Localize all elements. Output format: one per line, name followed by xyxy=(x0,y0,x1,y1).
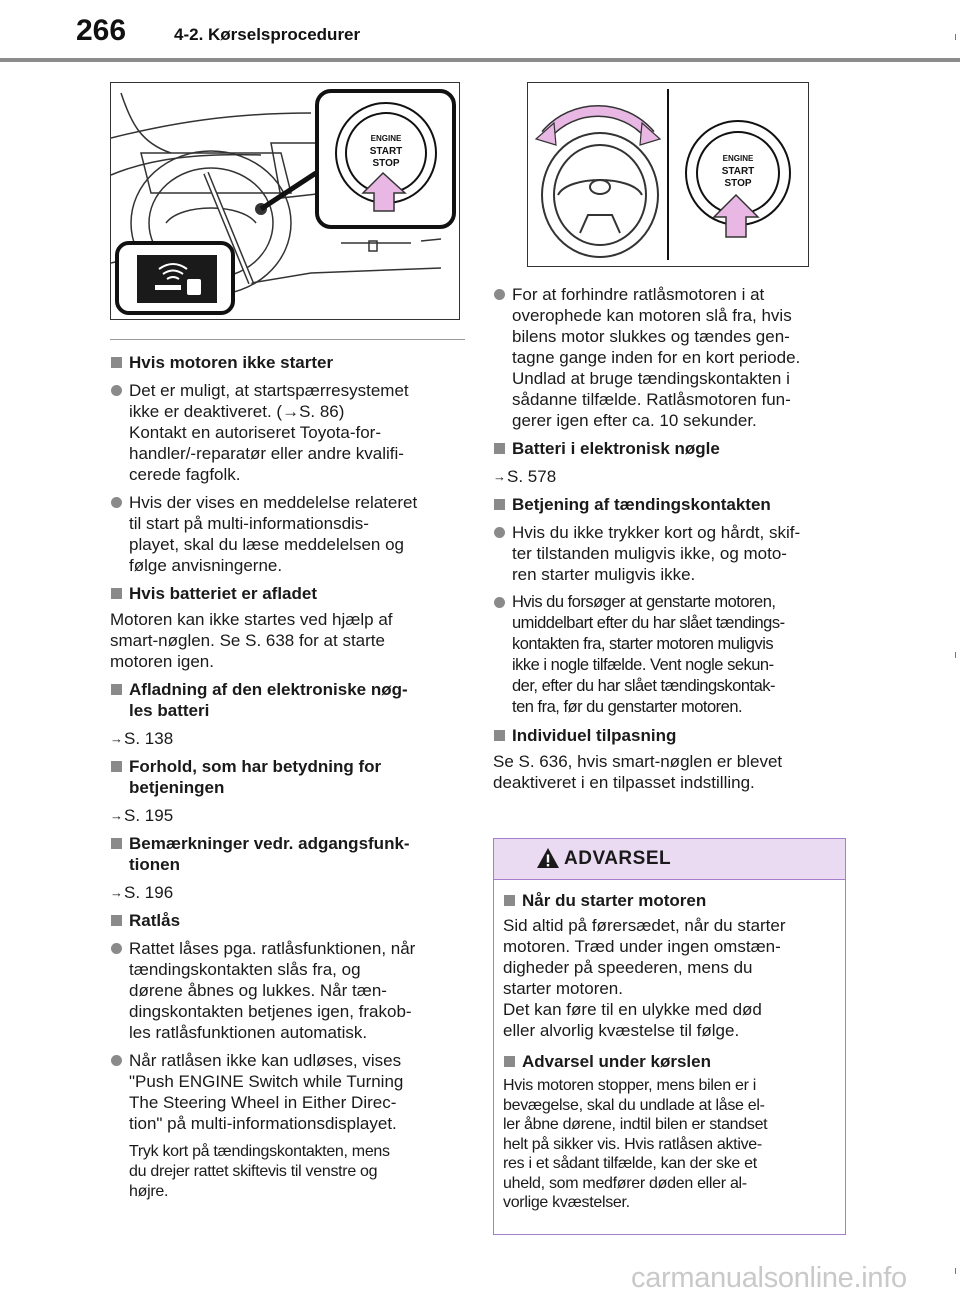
warning-paragraph-driving xyxy=(503,1076,835,1213)
text-line: Undlad at bruge tændingskontakten i xyxy=(512,369,790,388)
text-line: deaktiveret i en tilpasset indstilling. xyxy=(493,773,755,792)
text-line: Det kan føre til en ulykke med død xyxy=(503,1000,762,1019)
arrow-ref-icon: → xyxy=(110,731,123,746)
text-line: Sid altid på førersædet, når du starter xyxy=(503,916,786,935)
crop-mark xyxy=(955,652,956,658)
engine-button-label-line1: ENGINE xyxy=(370,134,402,143)
text-line: tændingskontakten slås fra, og xyxy=(129,960,361,979)
text-line: cerede fagfolk. xyxy=(129,465,241,484)
text-line: Rattet låses pga. ratlåsfunktionen, når xyxy=(129,939,416,958)
left-column xyxy=(110,345,472,1202)
text-line: Hvis du forsøger at genstarte motoren, xyxy=(512,593,776,611)
text-line: følge anvisningerne. xyxy=(129,556,283,575)
text-line: Det er muligt, at startspærresystemet xyxy=(129,381,409,400)
text-line: Afladning af den elektroniske nøg- xyxy=(129,680,408,699)
text-line: motoren igen. xyxy=(110,652,214,671)
heading-key-battery: Batteri i elektronisk nøgle xyxy=(493,438,853,459)
engine-button-label-line2: START xyxy=(369,146,403,157)
bullet-restart xyxy=(493,592,853,718)
text-line: digheder på speederen, mens du xyxy=(503,958,753,977)
warning-box xyxy=(493,838,846,1235)
page-ref: S. 138 xyxy=(124,729,174,748)
page-ref: S. 578 xyxy=(507,467,557,486)
dashboard-illustration xyxy=(110,82,460,320)
warning-body xyxy=(494,880,845,1213)
text-line: Se S. 636, hvis smart-nøglen er blevet xyxy=(493,752,783,771)
page-ref: S. 86) xyxy=(299,402,345,421)
text-line: højre. xyxy=(129,1183,169,1200)
text-line: overophede kan motoren slå fra, hvis xyxy=(512,306,792,325)
text-line: gerer igen efter ca. 10 sekunder. xyxy=(512,411,757,430)
header-divider xyxy=(0,58,960,62)
page-ref: S. 196 xyxy=(124,883,174,902)
engine-button-label-line2: START xyxy=(721,166,755,177)
page-header xyxy=(0,0,960,62)
text-line: tion" på multi-informationsdisplayet. xyxy=(129,1114,397,1133)
text-line: handler/-reparatør eller andre kvalifi- xyxy=(129,444,404,463)
text-line: eller alvorlig kvæstelse til følge. xyxy=(503,1021,740,1040)
warning-heading-starting: Når du starter motoren xyxy=(503,890,835,911)
heading-battery-discharged: Hvis batteriet er afladet xyxy=(110,583,472,604)
bullet-immobilizer xyxy=(110,380,472,485)
warning-triangle-icon xyxy=(536,846,560,870)
arrow-ref-icon: → xyxy=(282,402,300,421)
figure-divider xyxy=(110,339,465,340)
text-line: dingskontakten betjenes igen, frakob- xyxy=(129,1002,412,1021)
text-line: The Steering Wheel in Either Direc- xyxy=(129,1093,397,1112)
text-line: bilens motor slukkes og tændes gen- xyxy=(512,327,790,346)
warning-title: ADVARSEL xyxy=(564,848,672,869)
bullet-message-shown xyxy=(110,492,472,576)
page-ref: S. 195 xyxy=(124,806,174,825)
text-line: til start på multi-informationsdis- xyxy=(129,514,369,533)
page-ref-link[interactable] xyxy=(493,466,853,487)
heading-steering-lock: Ratlås xyxy=(110,910,472,931)
text-line: du drejer rattet skiftevis til venstre og xyxy=(129,1163,378,1180)
arrow-ref-icon: → xyxy=(110,885,123,900)
text-line: Tryk kort på tændingskontakten, mens xyxy=(129,1143,390,1160)
text-line: ten fra, før du genstarter motoren. xyxy=(512,698,743,716)
page-ref-link[interactable] xyxy=(110,882,472,903)
text-line: Forhold, som har betydning for xyxy=(129,757,382,776)
text-line: playet, skal du læse meddelelsen og xyxy=(129,535,404,554)
steering-wheel-illustration xyxy=(527,82,809,267)
text-line: betjeningen xyxy=(129,778,225,797)
text-line: dørene åbnes og lukkes. Når tæn- xyxy=(129,981,387,1000)
text-line: "Push ENGINE Switch while Turning xyxy=(129,1072,404,1091)
crop-mark xyxy=(955,1268,956,1274)
heading-key-battery-depletion xyxy=(110,679,472,721)
text-line: umiddelbart efter du har slået tændings- xyxy=(512,614,785,632)
text-line: Bemærkninger vedr. adgangsfunk- xyxy=(129,834,410,853)
bullet-lock-not-released xyxy=(110,1050,472,1202)
text-line: ler åbne dørene, indtil bilen er standset xyxy=(503,1116,768,1133)
heading-access-notes xyxy=(110,833,472,875)
page-ref-link[interactable] xyxy=(110,728,472,749)
text-line: tionen xyxy=(129,855,180,874)
paragraph-battery-discharged xyxy=(110,609,472,672)
text-line: les ratlåsfunktionen automatisk. xyxy=(129,1023,368,1042)
heading-customization: Individuel tilpasning xyxy=(493,725,853,746)
text-line: vorlige kvæstelser. xyxy=(503,1194,630,1211)
right-column xyxy=(493,277,853,793)
page-number: 266 xyxy=(76,14,127,47)
text-line: kontakten fra, starter motoren muligvis xyxy=(512,635,774,653)
text-line: helt på sikker vis. Hvis ratlåsen aktive- xyxy=(503,1135,762,1153)
bullet-lock-motor-overheat xyxy=(493,284,853,431)
text-line: Motoren kan ikke startes ved hjælp af xyxy=(110,610,393,629)
text-line: sådanne tilfælde. Ratlåsmotoren fun- xyxy=(512,390,791,409)
key-icon xyxy=(155,285,181,290)
text-line: starter motoren. xyxy=(503,979,623,998)
heading-switch-operation: Betjening af tændingskontakten xyxy=(493,494,853,515)
engine-button-label-line3: STOP xyxy=(372,158,400,169)
text-line: res i et sådant tilfælde, kan der ske et xyxy=(503,1155,757,1172)
warning-heading-driving: Advarsel under kørslen xyxy=(503,1051,835,1072)
text-line: ren starter muligvis ikke. xyxy=(512,565,696,584)
bullet-press-firmly xyxy=(493,522,853,585)
text-line: bevægelse, skal du undlade at låse el- xyxy=(503,1096,765,1114)
text-line: ikke i nogle tilfælde. Vent nogle sekun- xyxy=(512,656,774,674)
text-line: uheld, som medfører døden eller al- xyxy=(503,1174,747,1192)
crop-mark xyxy=(955,34,956,40)
text-line: smart-nøglen. Se S. 638 for at starte xyxy=(110,631,385,650)
heading-engine-not-starting: Hvis motoren ikke starter xyxy=(110,352,472,373)
page-ref-link[interactable] xyxy=(110,805,472,826)
site-watermark: carmanualsonline.info xyxy=(631,1262,907,1294)
dashboard-drawing xyxy=(111,83,459,319)
text-line: der, efter du har slået tændingskontak- xyxy=(512,677,775,695)
text-line: For at forhindre ratlåsmotoren i at xyxy=(512,285,765,304)
text-line: Kontakt en autoriseret Toyota-for- xyxy=(129,423,381,442)
heading-conditions xyxy=(110,756,472,798)
sub-instruction xyxy=(129,1142,472,1202)
warning-paragraph-starting xyxy=(503,915,835,1041)
text-line: Hvis motoren stopper, mens bilen er i xyxy=(503,1077,757,1094)
text-line: ter tilstanden muligvis ikke, og moto- xyxy=(512,544,787,563)
arrow-ref-icon: → xyxy=(110,808,123,823)
text-line: motoren. Træd under ingen omstæn- xyxy=(503,937,781,956)
engine-button-label-line3: STOP xyxy=(724,178,752,189)
text-line: Hvis du ikke trykker kort og hårdt, skif- xyxy=(512,523,801,542)
steering-drawing xyxy=(528,83,808,266)
engine-button-label-line1: ENGINE xyxy=(722,154,754,163)
section-title: 4-2. Kørselsprocedurer xyxy=(174,25,361,44)
warning-header xyxy=(494,839,845,880)
text-line: ikke er deaktiveret. ( xyxy=(129,402,283,421)
text-line: Hvis der vises en meddelelse relateret xyxy=(129,493,418,512)
paragraph-customization xyxy=(493,751,853,793)
text-line: tagne gange inden for en kort periode. xyxy=(512,348,801,367)
text-line: Når ratlåsen ikke kan udløses, vises xyxy=(129,1051,402,1070)
text-line: les batteri xyxy=(129,701,210,720)
arrow-ref-icon: → xyxy=(493,469,506,484)
bullet-steering-lock xyxy=(110,938,472,1043)
